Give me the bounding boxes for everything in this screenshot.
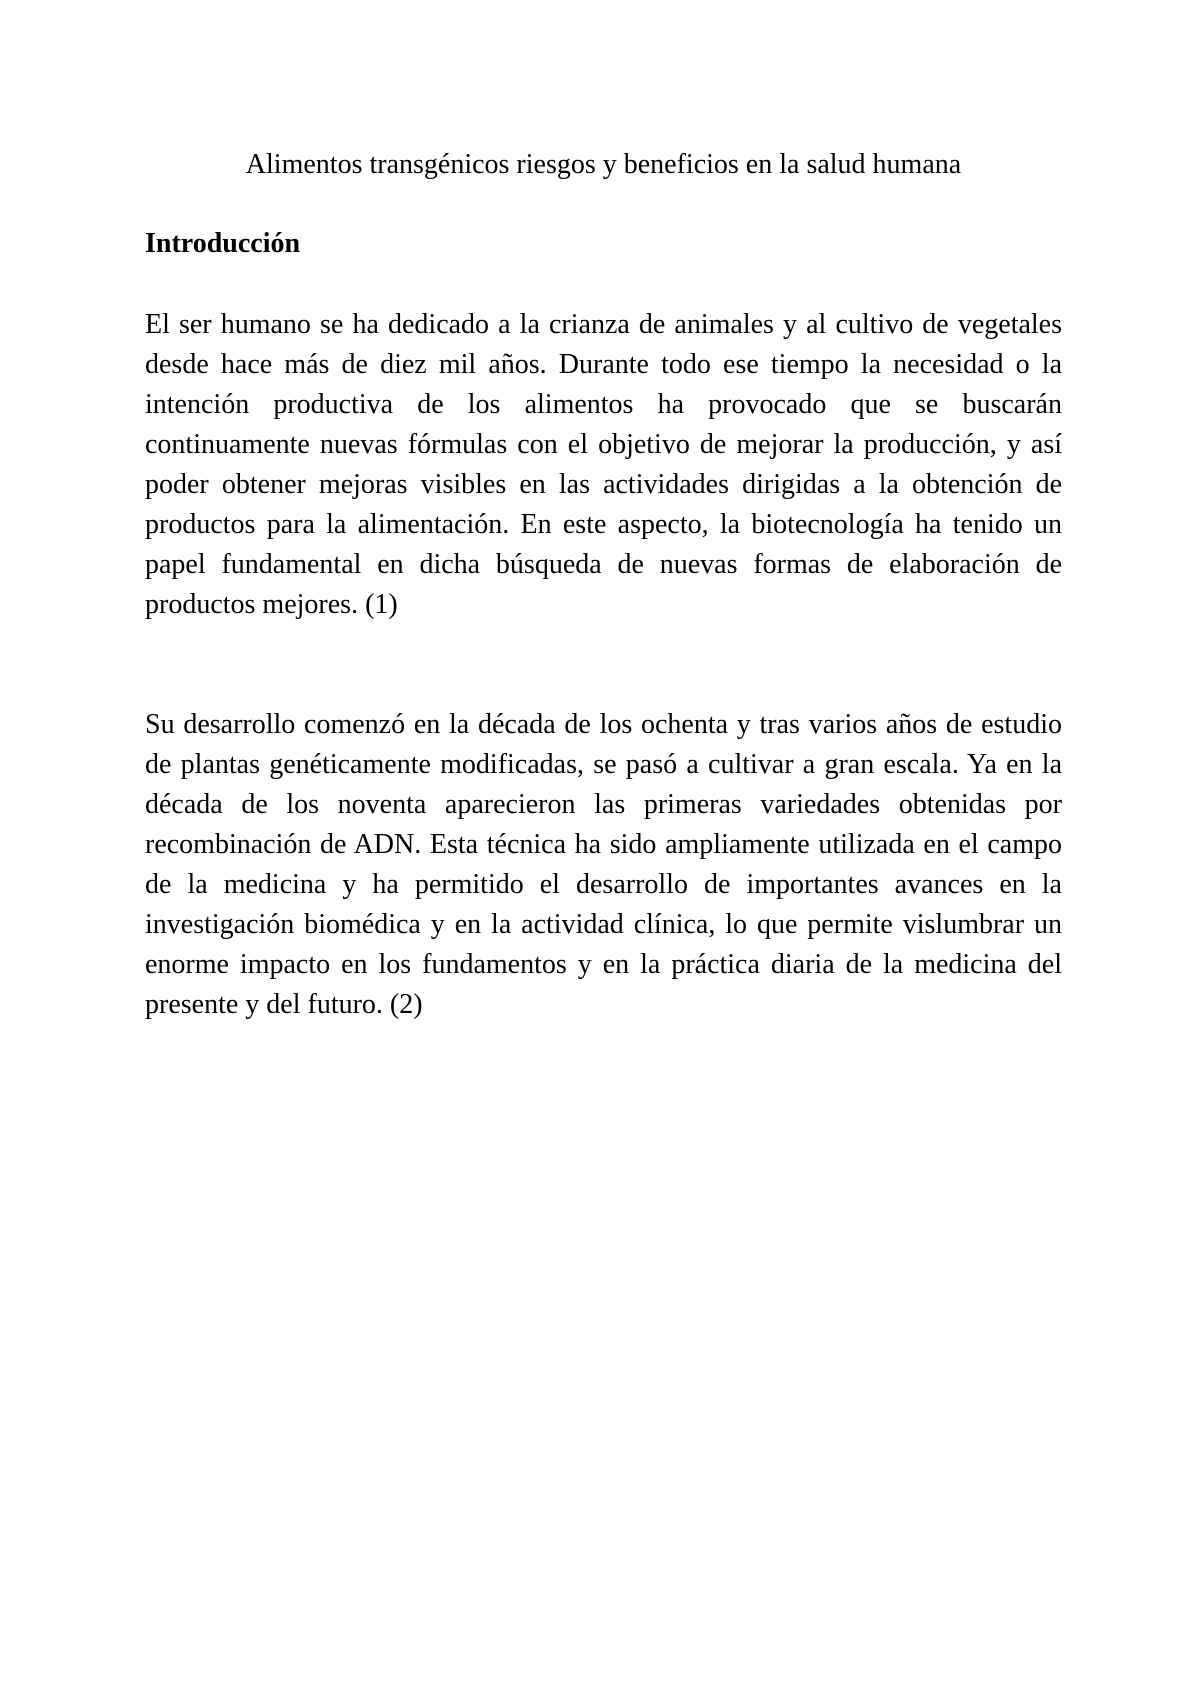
section-heading-introduccion: Introducción (145, 228, 301, 259)
paragraph-2: Su desarrollo comenzó en la década de los ochenta y tras varios años de estudio de plantas genéticamente modificadas, se pasó a cultivar a gran escala. Ya en la década de los noventa aparecieron las primeras variedades obtenidas por recombinación de ADN. Esta técnica ha sido ampliamente utilizada en el campo de la medicina y ha permitido el desarrollo de importantes avances en la investigación biomédica y en la actividad clínica, lo que permite vislumbrar un enorme impacto en los fundamentos y en la práctica diaria de la medicina del presente y del futuro. (2) (145, 709, 1062, 1020)
paragraph-1: El ser humano se ha dedicado a la crianza de animales y al cultivo de vegetales desde hace más de diez mil años. Durante todo ese tiempo la necesidad o la intención productiva de los alimentos ha provocado que se buscarán continuamente nuevas fórmulas con el objetivo de mejorar la producción, y así poder obtener mejoras visibles en las actividades dirigidas a la obtención de productos para la alimentación. En este aspecto, la biotecnología ha tenido un papel fundamental en dicha búsqueda de nuevas formas de elaboración de productos mejores. (1) (145, 309, 1062, 620)
document-title: Alimentos transgénicos riesgos y beneficios en la salud humana (245, 149, 962, 180)
